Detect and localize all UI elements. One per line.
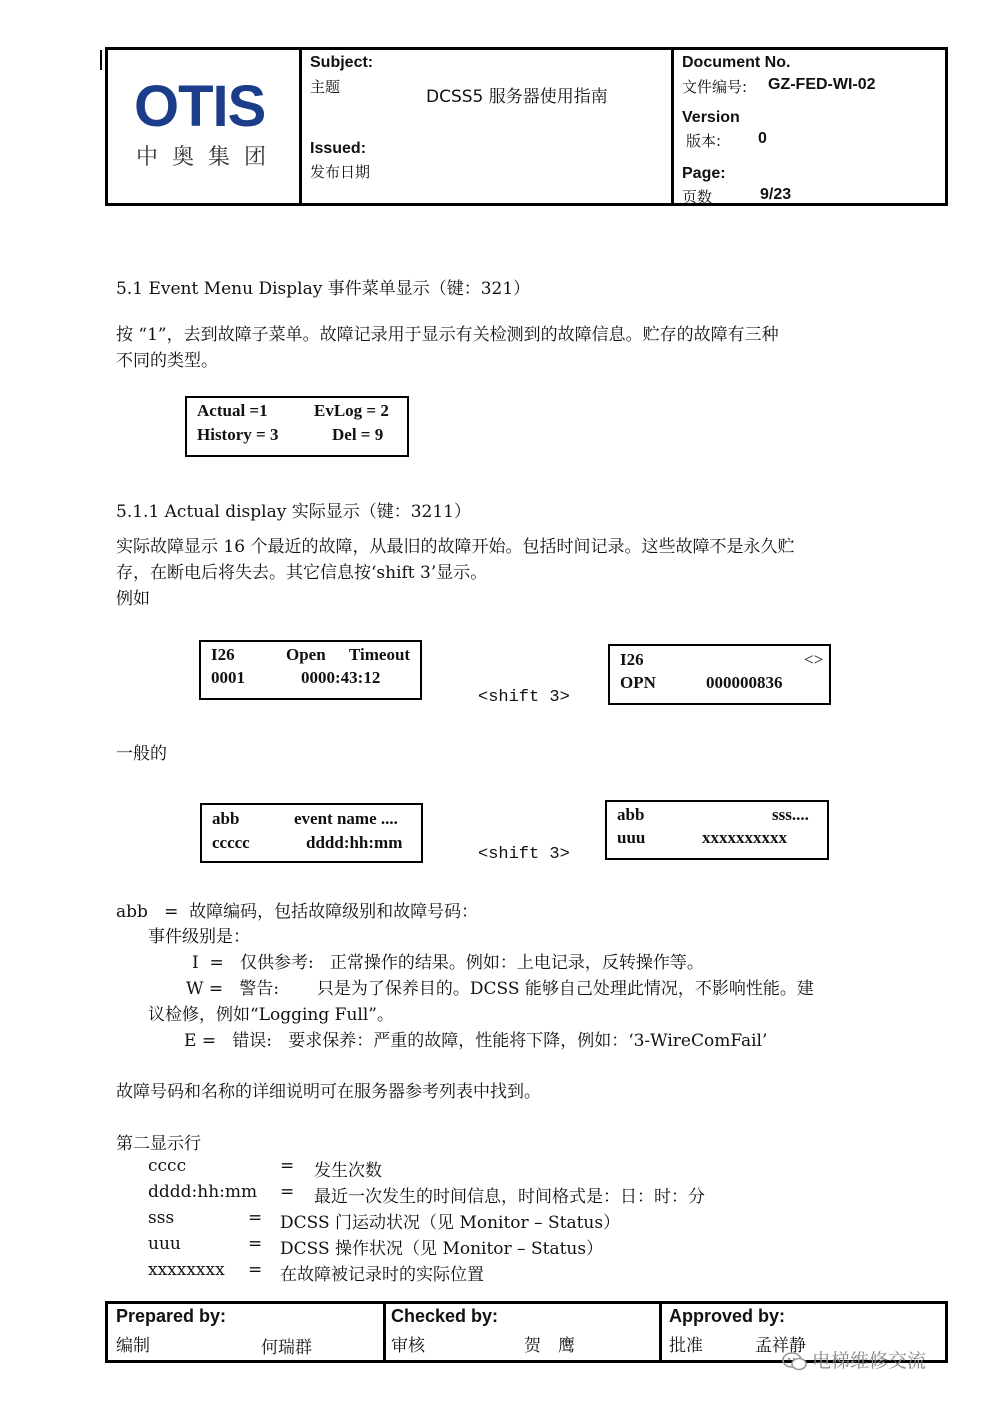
level-e-line: E = 错误: 要求保养：严重的故障，性能将下降，例如：‘3-WireComFail’ bbox=[184, 1031, 768, 1051]
def-row-desc: DCSS 门运动状况（见 Monitor – Status） bbox=[280, 1213, 621, 1233]
lcd-text: <> bbox=[804, 650, 824, 669]
lcd-text: ccccc bbox=[212, 833, 250, 852]
shift-label-1: <shift 3> bbox=[478, 688, 570, 707]
subject-value: DCSS5 服务器使用指南 bbox=[426, 87, 608, 107]
def-row-desc: 在故障被记录时的实际位置 bbox=[280, 1265, 484, 1285]
def-row-eq: = bbox=[248, 1208, 263, 1228]
lcd-text: dddd:hh:mm bbox=[306, 833, 403, 852]
lcd-text: xxxxxxxxxx bbox=[702, 828, 787, 847]
logo-subtitle: 中奥集团 bbox=[136, 145, 281, 170]
level-i-line: I = 仅供参考: 正常操作的结果。例如：上电记录，反转操作等。 bbox=[192, 953, 704, 973]
def-row-key: dddd:hh:mm bbox=[148, 1182, 258, 1202]
wechat-icon bbox=[782, 1352, 808, 1372]
lcd-text: 000000836 bbox=[706, 673, 783, 692]
event-level-title: 事件级别是： bbox=[148, 927, 250, 947]
checked-cn: 审核 bbox=[391, 1336, 425, 1356]
lcd-text: OPN bbox=[620, 673, 656, 692]
page-value: 9/23 bbox=[760, 186, 792, 203]
approved-label: Approved by: bbox=[669, 1306, 786, 1326]
doc-no-label: Document No. bbox=[682, 54, 791, 71]
section-5-1-para-1: 按 “1”，去到故障子菜单。故障记录用于显示有关检测到的故障信息。贮存的故障有三种 bbox=[116, 325, 779, 345]
lcd-text: abb bbox=[617, 805, 645, 824]
def-row-key: sss bbox=[148, 1208, 175, 1228]
version-cn: 版本: bbox=[686, 132, 722, 150]
section-5-1-1-para-1: 实际故障显示 16 个最近的故障，从最旧的故障开始。包括时间记录。这些故障不是永久贮 bbox=[116, 537, 795, 557]
lcd-text: I26 bbox=[211, 645, 235, 664]
def-row-eq: = bbox=[280, 1156, 295, 1176]
version-label: Version bbox=[682, 109, 740, 126]
def-row-eq: = bbox=[248, 1260, 263, 1280]
shift-label-2: <shift 3> bbox=[478, 845, 570, 864]
general-lcd-left bbox=[200, 803, 423, 863]
lcd-text: I26 bbox=[620, 650, 644, 669]
watermark bbox=[782, 1346, 926, 1373]
lcd-text: Actual =1 bbox=[197, 401, 268, 420]
example-lcd-right bbox=[608, 644, 831, 705]
document-header bbox=[105, 47, 948, 206]
issued-cn: 发布日期 bbox=[310, 163, 371, 181]
level-w-line-1: W = 警告: 只是为了保养目的。DCSS 能够自己处理此情况，不影响性能。建 bbox=[186, 979, 814, 999]
def-row-desc: 最近一次发生的时间信息，时间格式是：日：时：分 bbox=[314, 1187, 705, 1207]
general-label: 一般的 bbox=[116, 744, 167, 764]
def-row-eq: = bbox=[248, 1234, 263, 1254]
abb-definition: abb = 故障编码，包括故障级别和故障号码： bbox=[116, 902, 479, 922]
subject-cn: 主题 bbox=[310, 78, 341, 96]
example-lcd-left bbox=[199, 640, 422, 700]
approved-name: 孟祥静 bbox=[755, 1336, 806, 1356]
def-row-eq: = bbox=[280, 1182, 295, 1202]
def-row-key: cccc bbox=[148, 1156, 187, 1176]
page-label: Page: bbox=[682, 165, 726, 182]
lcd-text: Open bbox=[286, 645, 326, 664]
lcd-text: uuu bbox=[617, 828, 646, 847]
section-5-1-para-2: 不同的类型。 bbox=[116, 351, 218, 371]
lcd-text: 0001 bbox=[211, 668, 245, 687]
issued-label: Issued: bbox=[310, 140, 367, 157]
otis-logo: OTIS bbox=[134, 74, 266, 139]
doc-no-cn: 文件编号: bbox=[682, 78, 748, 96]
subject-label: Subject: bbox=[310, 54, 374, 71]
lcd-text: Del = 9 bbox=[332, 425, 384, 444]
prepared-cn: 编制 bbox=[116, 1336, 150, 1356]
version-value: 0 bbox=[758, 130, 767, 147]
margin-mark bbox=[100, 50, 102, 70]
approved-cn: 批准 bbox=[669, 1336, 703, 1356]
general-lcd-right bbox=[605, 800, 829, 860]
level-w-line-2: 议检修，例如“Logging Full”。 bbox=[148, 1005, 394, 1025]
def-row-key: uuu bbox=[148, 1234, 181, 1254]
def-row-desc: DCSS 操作状况（见 Monitor – Status） bbox=[280, 1239, 604, 1259]
menu-lcd bbox=[185, 396, 409, 457]
def-row-desc: 发生次数 bbox=[314, 1161, 382, 1181]
section-5-1-1-para-2: 存，在断电后将失去。其它信息按‘shift 3’显示。 bbox=[116, 563, 488, 583]
lcd-text: 0000:43:12 bbox=[301, 668, 381, 687]
prepared-name: 何瑞群 bbox=[261, 1338, 312, 1358]
checked-label: Checked by: bbox=[391, 1306, 499, 1326]
prepared-label: Prepared by: bbox=[116, 1306, 227, 1326]
checked-name: 贺 鹰 bbox=[524, 1336, 575, 1356]
lcd-text: sss.... bbox=[772, 805, 809, 824]
page-cn: 页数 bbox=[682, 188, 713, 206]
lcd-text: Timeout bbox=[349, 645, 411, 664]
section-5-1-title: 5.1 Event Menu Display 事件菜单显示（键：321） bbox=[116, 279, 531, 299]
reference-note: 故障号码和名称的详细说明可在服务器参考列表中找到。 bbox=[116, 1082, 541, 1102]
lcd-text: abb bbox=[212, 809, 240, 828]
watermark-text: 电梯维修交流 bbox=[812, 1350, 927, 1372]
second-line-title: 第二显示行 bbox=[116, 1134, 201, 1154]
section-5-1-1-title: 5.1.1 Actual display 实际显示（键：3211） bbox=[116, 502, 471, 522]
lcd-text: History = 3 bbox=[197, 425, 279, 444]
def-row-key: xxxxxxxx bbox=[148, 1260, 225, 1280]
lcd-text: event name .... bbox=[294, 809, 398, 828]
doc-no-value: GZ-FED-WI-02 bbox=[768, 76, 876, 93]
section-5-1-1-para-3: 例如 bbox=[116, 589, 150, 609]
lcd-text: EvLog = 2 bbox=[314, 401, 389, 420]
